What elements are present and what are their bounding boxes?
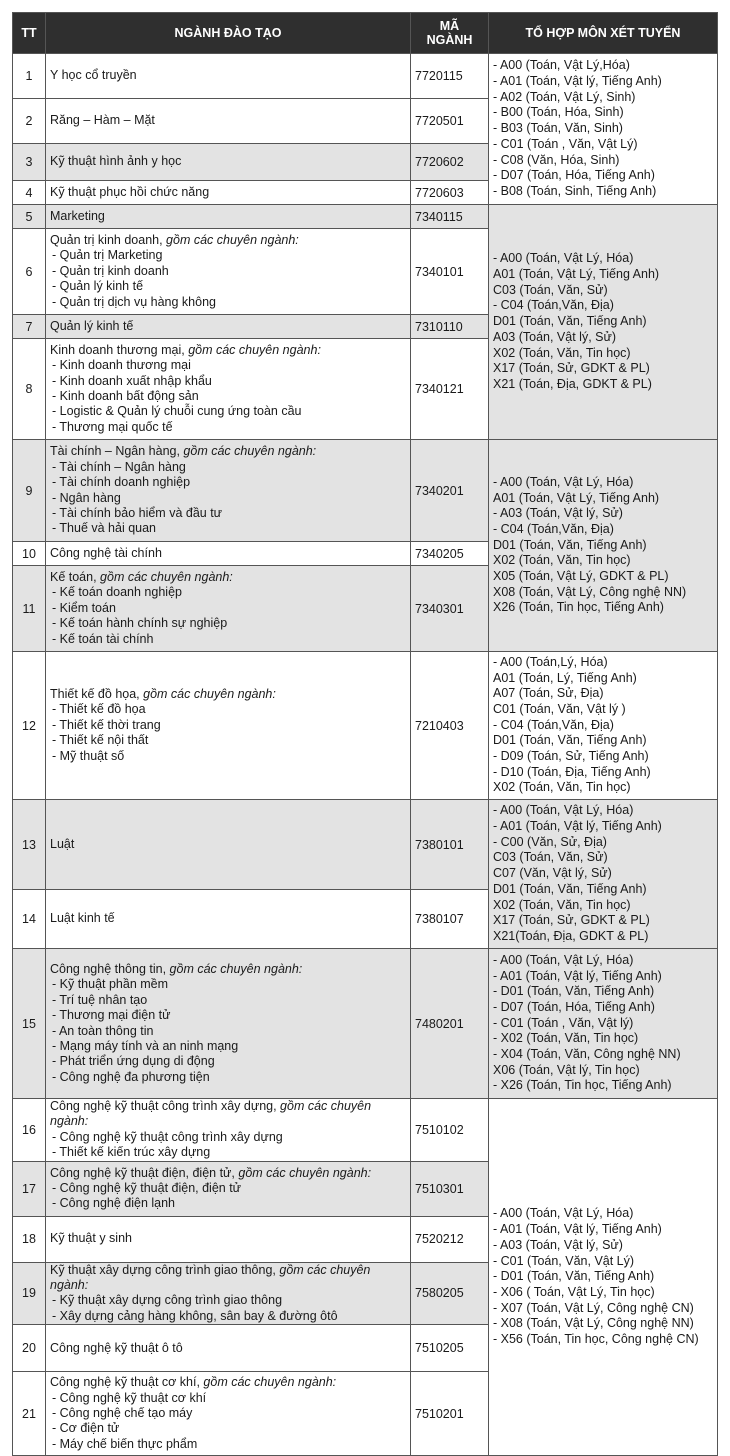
- program-code: 7580205: [411, 1262, 489, 1325]
- program-title-note: gồm các chuyên ngành:: [139, 686, 276, 701]
- combination-item: X05 (Toán, Vật Lý, GDKT & PL): [493, 569, 669, 584]
- specialization-item: - Công nghệ kỹ thuật công trình xây dựng: [52, 1129, 283, 1144]
- specialization-item: - Quản lý kinh tế: [52, 279, 144, 294]
- combination-item: A03 (Toán, Vật lý, Sử): [493, 329, 617, 344]
- program-name: [46, 1262, 411, 1325]
- program-title-note: gồm các chuyên ngành:: [50, 1262, 371, 1293]
- program-name: [46, 205, 411, 229]
- combination-item: - A02 (Toán, Vật Lý, Sinh): [493, 89, 636, 104]
- program-title: Luật: [50, 836, 75, 851]
- specialization-item: - Kế toán tài chính: [52, 631, 154, 646]
- program-code: 7720603: [411, 181, 489, 205]
- combination-item: - X56 (Toán, Tin học, Công nghệ CN): [493, 1332, 699, 1347]
- program-name: [46, 949, 411, 1099]
- specialization-item: - Thiết kế nội thất: [52, 733, 149, 748]
- specialization-item: - Cơ điện tử: [52, 1421, 120, 1436]
- program-name: [46, 99, 411, 144]
- combination-item: - A01 (Toán, Vật lý, Tiếng Anh): [493, 1222, 662, 1237]
- row-number: 6: [13, 229, 46, 315]
- combination-item: - A00 (Toán,Lý, Hóa): [493, 654, 608, 669]
- row-number: 2: [13, 99, 46, 144]
- program-code: 7720501: [411, 99, 489, 144]
- program-title: Kinh doanh thương mại, gồm các chuyên ngành:: [50, 342, 321, 357]
- program-title: Kỹ thuật hình ảnh y học: [50, 154, 182, 169]
- combination-item: - X02 (Toán, Văn, Tin học): [493, 1031, 639, 1046]
- row-number: 20: [13, 1325, 46, 1372]
- program-title-note: gồm các chuyên ngành:: [199, 1375, 337, 1390]
- program-name: [46, 566, 411, 652]
- table-row: [13, 54, 718, 99]
- specialization-item: - Trí tuệ nhân tạo: [52, 992, 148, 1007]
- table-header-row: [13, 13, 718, 54]
- combination-item: X21 (Toán, Địa, GDKT & PL): [493, 376, 652, 391]
- combination-item: - A01 (Toán, Vật lý, Tiếng Anh): [493, 74, 662, 89]
- combination-item: D01 (Toán, Văn, Tiếng Anh): [493, 314, 647, 329]
- program-code: 7380107: [411, 890, 489, 949]
- program-name: [46, 1099, 411, 1162]
- row-number: 21: [13, 1372, 46, 1456]
- specialization-item: - Thiết kế đồ họa: [52, 702, 146, 717]
- program-name: [46, 1325, 411, 1372]
- combination-item: - X04 (Toán, Văn, Công nghệ NN): [493, 1047, 681, 1062]
- program-title: Luật kinh tế: [50, 911, 115, 926]
- specialization-item: - Phát triển ứng dụng di động: [52, 1054, 215, 1069]
- combination-item: - A00 (Toán, Vật Lý,Hóa): [493, 58, 630, 73]
- specialization-item: - Tài chính – Ngân hàng: [52, 459, 186, 474]
- program-name: [46, 315, 411, 339]
- table-row: [13, 1099, 718, 1162]
- row-number: 14: [13, 890, 46, 949]
- combination-item: X17 (Toán, Sử, GDKT & PL): [493, 361, 650, 376]
- specialization-item: - Thiết kế kiến trúc xây dựng: [52, 1145, 211, 1160]
- combination-item: - A03 (Toán, Vật lý, Sử): [493, 1237, 623, 1252]
- program-title-note: gồm các chuyên ngành:: [234, 1165, 372, 1180]
- program-code: 7520212: [411, 1216, 489, 1262]
- program-title: Quản lý kinh tế: [50, 318, 134, 333]
- header-nganh: NGÀNH ĐÀO TẠO: [46, 13, 411, 54]
- admission-table: [12, 12, 718, 1456]
- combination-item: X21(Toán, Địa, GDKT & PL): [493, 928, 649, 943]
- program-title: Tài chính – Ngân hàng, gồm các chuyên ngành:: [50, 444, 317, 459]
- combination-item: - D01 (Toán, Văn, Tiếng Anh): [493, 1269, 655, 1284]
- row-number: 5: [13, 205, 46, 229]
- row-number: 9: [13, 440, 46, 542]
- specialization-item: - Mạng máy tính và an ninh mạng: [52, 1038, 239, 1053]
- specialization-item: - Máy chế biến thực phẩm: [52, 1436, 198, 1451]
- table-body: [13, 54, 718, 1456]
- program-name: [46, 652, 411, 800]
- specialization-item: - Kinh doanh xuất nhập khẩu: [52, 373, 212, 388]
- combination-item: A01 (Toán, Lý, Tiếng Anh): [493, 670, 637, 685]
- specialization-item: - Công nghệ điện lạnh: [52, 1196, 176, 1211]
- program-name: [46, 890, 411, 949]
- table-row: [13, 205, 718, 229]
- combination-item: - A03 (Toán, Vật lý, Sử): [493, 506, 623, 521]
- program-code: 7340101: [411, 229, 489, 315]
- program-code: 7340201: [411, 440, 489, 542]
- subject-combinations: [489, 54, 718, 205]
- specialization-item: - Quản trị kinh doanh: [52, 263, 169, 278]
- program-code: 7340115: [411, 205, 489, 229]
- program-title: Kỹ thuật phục hồi chức năng: [50, 184, 210, 199]
- program-title: Công nghệ kỹ thuật ô tô: [50, 1340, 183, 1355]
- program-title: Thiết kế đồ họa, gồm các chuyên ngành:: [50, 686, 276, 701]
- row-number: 17: [13, 1161, 46, 1216]
- program-name: [46, 542, 411, 566]
- combination-item: - A01 (Toán, Vật lý, Tiếng Anh): [493, 968, 662, 983]
- specialization-item: - Xây dựng cảng hàng không, sân bay & đường ôtô: [52, 1308, 338, 1323]
- combination-item: - A00 (Toán, Vật Lý, Hóa): [493, 474, 634, 489]
- specialization-item: - Kinh doanh thương mại: [52, 358, 191, 373]
- combination-item: - B08 (Toán, Sinh, Tiếng Anh): [493, 183, 657, 198]
- program-title: Kỹ thuật xây dựng công trình giao thông, gồm các chuyên ngành:: [50, 1262, 371, 1293]
- program-title: Công nghệ kỹ thuật điện, điện tử, gồm các chuyên ngành:: [50, 1165, 372, 1180]
- combination-item: - C00 (Văn, Sử, Địa): [493, 834, 607, 849]
- row-number: 4: [13, 181, 46, 205]
- combination-item: A01 (Toán, Vật Lý, Tiếng Anh): [493, 267, 660, 282]
- specialization-item: - Kiểm toán: [52, 600, 116, 615]
- specialization-item: - Kỹ thuật phần mềm: [52, 977, 169, 992]
- header-ma-line2: NGÀNH: [426, 33, 473, 47]
- row-number: 7: [13, 315, 46, 339]
- row-number: 18: [13, 1216, 46, 1262]
- combination-item: - X06 ( Toán, Vật Lý, Tin học): [493, 1284, 655, 1299]
- specialization-item: - Kỹ thuật xây dựng công trình giao thông: [52, 1293, 283, 1308]
- row-number: 16: [13, 1099, 46, 1162]
- program-title: Công nghệ tài chính: [50, 545, 162, 560]
- combination-item: - A01 (Toán, Vật lý, Tiếng Anh): [493, 819, 662, 834]
- combination-item: - D07 (Toán, Hóa, Tiếng Anh): [493, 168, 655, 183]
- program-name: [46, 1372, 411, 1456]
- combination-item: - C01 (Toán, Văn, Vật Lý): [493, 1253, 635, 1268]
- combination-item: - X26 (Toán, Tin học, Tiếng Anh): [493, 1078, 672, 1093]
- combination-item: X02 (Toán, Văn, Tin học): [493, 553, 631, 568]
- specialization-item: - Quản trị dịch vụ hàng không: [52, 294, 216, 309]
- combination-item: C03 (Toán, Văn, Sử): [493, 282, 608, 297]
- program-title: Kỹ thuật y sinh: [50, 1231, 132, 1246]
- program-name: [46, 229, 411, 315]
- row-number: 8: [13, 339, 46, 440]
- specialization-item: - Kế toán doanh nghiệp: [52, 585, 182, 600]
- row-number: 3: [13, 144, 46, 181]
- specialization-item: - Công nghệ chế tạo máy: [52, 1406, 193, 1421]
- row-number: 1: [13, 54, 46, 99]
- program-name: [46, 800, 411, 890]
- subject-combinations: [489, 800, 718, 949]
- combination-item: - C08 (Văn, Hóa, Sinh): [493, 152, 620, 167]
- subject-combinations: [489, 440, 718, 652]
- combination-item: D01 (Toán, Văn, Tiếng Anh): [493, 733, 647, 748]
- table-row: [13, 440, 718, 542]
- specialization-item: - Công nghệ kỹ thuật điện, điện tử: [52, 1180, 242, 1195]
- combination-item: X17 (Toán, Sử, GDKT & PL): [493, 913, 650, 928]
- program-title: Công nghệ thông tin, gồm các chuyên ngành:: [50, 961, 303, 976]
- specialization-item: - Kinh doanh bất động sản: [52, 389, 199, 403]
- program-code: 7510102: [411, 1099, 489, 1162]
- combination-item: - A00 (Toán, Vật Lý, Hóa): [493, 803, 634, 818]
- row-number: 19: [13, 1262, 46, 1325]
- combination-item: - C04 (Toán,Văn, Địa): [493, 298, 614, 313]
- row-number: 15: [13, 949, 46, 1099]
- program-title-note: gồm các chuyên ngành:: [179, 444, 317, 459]
- combination-item: C07 (Văn, Vật lý, Sử): [493, 866, 612, 881]
- specialization-item: - Thương mại điện tử: [52, 1008, 171, 1023]
- header-ma: [411, 13, 489, 54]
- program-name: [46, 440, 411, 542]
- subject-combinations: [489, 205, 718, 440]
- combination-item: - D01 (Toán, Văn, Tiếng Anh): [493, 984, 655, 999]
- header-tohop: TỔ HỢP MÔN XÉT TUYỂN: [489, 13, 718, 54]
- program-title-note: gồm các chuyên ngành:: [96, 569, 233, 584]
- program-title-note: gồm các chuyên ngành:: [162, 232, 299, 247]
- program-title-note: gồm các chuyên ngành:: [50, 1099, 372, 1129]
- specialization-item: - Tài chính bảo hiểm và đầu tư: [52, 505, 223, 520]
- combination-item: - A00 (Toán, Vật Lý, Hóa): [493, 251, 634, 266]
- specialization-item: - An toàn thông tin: [52, 1023, 154, 1038]
- combination-item: C03 (Toán, Văn, Sử): [493, 850, 608, 865]
- program-code: 7210403: [411, 652, 489, 800]
- combination-item: - A00 (Toán, Vật Lý, Hóa): [493, 1206, 634, 1221]
- program-title: Quản trị kinh doanh, gồm các chuyên ngành:: [50, 232, 299, 247]
- program-title: Công nghệ kỹ thuật cơ khí, gồm các chuyên ngành:: [50, 1375, 337, 1390]
- row-number: 10: [13, 542, 46, 566]
- combination-item: X02 (Toán, Văn, Tin học): [493, 780, 631, 795]
- table-row: [13, 800, 718, 890]
- row-number: 12: [13, 652, 46, 800]
- combination-item: - C01 (Toán , Văn, Vật Lý): [493, 136, 638, 151]
- program-title-note: gồm các chuyên ngành:: [166, 961, 303, 976]
- specialization-item: - Công nghệ kỹ thuật cơ khí: [52, 1390, 207, 1405]
- program-title: Marketing: [50, 208, 105, 223]
- row-number: 11: [13, 566, 46, 652]
- combination-item: - X08 (Toán, Vật Lý, Công nghệ NN): [493, 1316, 694, 1331]
- program-code: 7340301: [411, 566, 489, 652]
- combination-item: - D09 (Toán, Sử, Tiếng Anh): [493, 749, 649, 764]
- table-row: [13, 652, 718, 800]
- combination-item: - D10 (Toán, Địa, Tiếng Anh): [493, 764, 651, 779]
- header-tt: TT: [13, 13, 46, 54]
- program-title-note: gồm các chuyên ngành:: [184, 342, 321, 357]
- combination-item: X02 (Toán, Văn, Tin học): [493, 345, 631, 360]
- specialization-item: - Mỹ thuật số: [52, 748, 125, 763]
- program-title: Y học cổ truyền: [50, 68, 137, 83]
- specialization-item: - Ngân hàng: [52, 490, 121, 505]
- combination-item: D01 (Toán, Văn, Tiếng Anh): [493, 881, 647, 896]
- program-name: [46, 1161, 411, 1216]
- program-code: 7510205: [411, 1325, 489, 1372]
- row-number: 13: [13, 800, 46, 890]
- specialization-item: - Công nghệ đa phương tiện: [52, 1069, 210, 1084]
- combination-item: - D07 (Toán, Hóa, Tiếng Anh): [493, 999, 655, 1014]
- combination-item: - X07 (Toán, Vật Lý, Công nghệ CN): [493, 1300, 694, 1315]
- program-name: [46, 1216, 411, 1262]
- program-code: 7380101: [411, 800, 489, 890]
- program-title: Công nghệ kỹ thuật công trình xây dựng, gồm các chuyên ngành:: [50, 1099, 372, 1129]
- program-code: 7480201: [411, 949, 489, 1099]
- combination-item: - C04 (Toán,Văn, Địa): [493, 521, 614, 536]
- subject-combinations: [489, 652, 718, 800]
- specialization-item: - Kế toán hành chính sự nghiệp: [52, 616, 228, 631]
- combination-item: A07 (Toán, Sử, Địa): [493, 686, 604, 701]
- program-code: 7510201: [411, 1372, 489, 1456]
- subject-combinations: [489, 1099, 718, 1456]
- header-ma-line1: MÃ: [439, 19, 460, 33]
- specialization-item: - Quản trị Marketing: [52, 248, 163, 263]
- combination-item: - C04 (Toán,Văn, Địa): [493, 717, 614, 732]
- combination-item: - C01 (Toán , Văn, Vật lý): [493, 1015, 634, 1030]
- program-title: Kế toán, gồm các chuyên ngành:: [50, 569, 233, 584]
- program-name: [46, 339, 411, 440]
- combination-item: X08 (Toán, Vật Lý, Công nghệ NN): [493, 584, 687, 599]
- combination-item: - B00 (Toán, Hóa, Sinh): [493, 105, 624, 120]
- table-row: [13, 949, 718, 1099]
- combination-item: C01 (Toán, Văn, Vật lý ): [493, 701, 626, 716]
- combination-item: - A00 (Toán, Vật Lý, Hóa): [493, 952, 634, 967]
- program-code: 7340205: [411, 542, 489, 566]
- subject-combinations: [489, 949, 718, 1099]
- program-title: Răng – Hàm – Mặt: [50, 113, 155, 128]
- specialization-item: - Thiết kế thời trang: [52, 717, 161, 732]
- combination-item: X02 (Toán, Văn, Tin học): [493, 897, 631, 912]
- specialization-item: - Logistic & Quản lý chuỗi cung ứng toàn cầu: [52, 404, 302, 419]
- combination-item: X06 (Toán, Vật lý, Tin học): [493, 1062, 640, 1077]
- program-name: [46, 54, 411, 99]
- specialization-item: - Tài chính doanh nghiệp: [52, 475, 191, 490]
- program-code: 7720602: [411, 144, 489, 181]
- program-name: [46, 144, 411, 181]
- combination-item: A01 (Toán, Vật Lý, Tiếng Anh): [493, 490, 660, 505]
- program-code: 7720115: [411, 54, 489, 99]
- specialization-item: - Thuế và hải quan: [52, 521, 157, 536]
- combination-item: - B03 (Toán, Văn, Sinh): [493, 121, 623, 136]
- program-name: [46, 181, 411, 205]
- specialization-item: - Thương mại quốc tế: [52, 419, 173, 434]
- combination-item: X26 (Toán, Tin học, Tiếng Anh): [493, 600, 664, 615]
- combination-item: D01 (Toán, Văn, Tiếng Anh): [493, 537, 647, 552]
- program-code: 7310110: [411, 315, 489, 339]
- program-code: 7340121: [411, 339, 489, 440]
- program-code: 7510301: [411, 1161, 489, 1216]
